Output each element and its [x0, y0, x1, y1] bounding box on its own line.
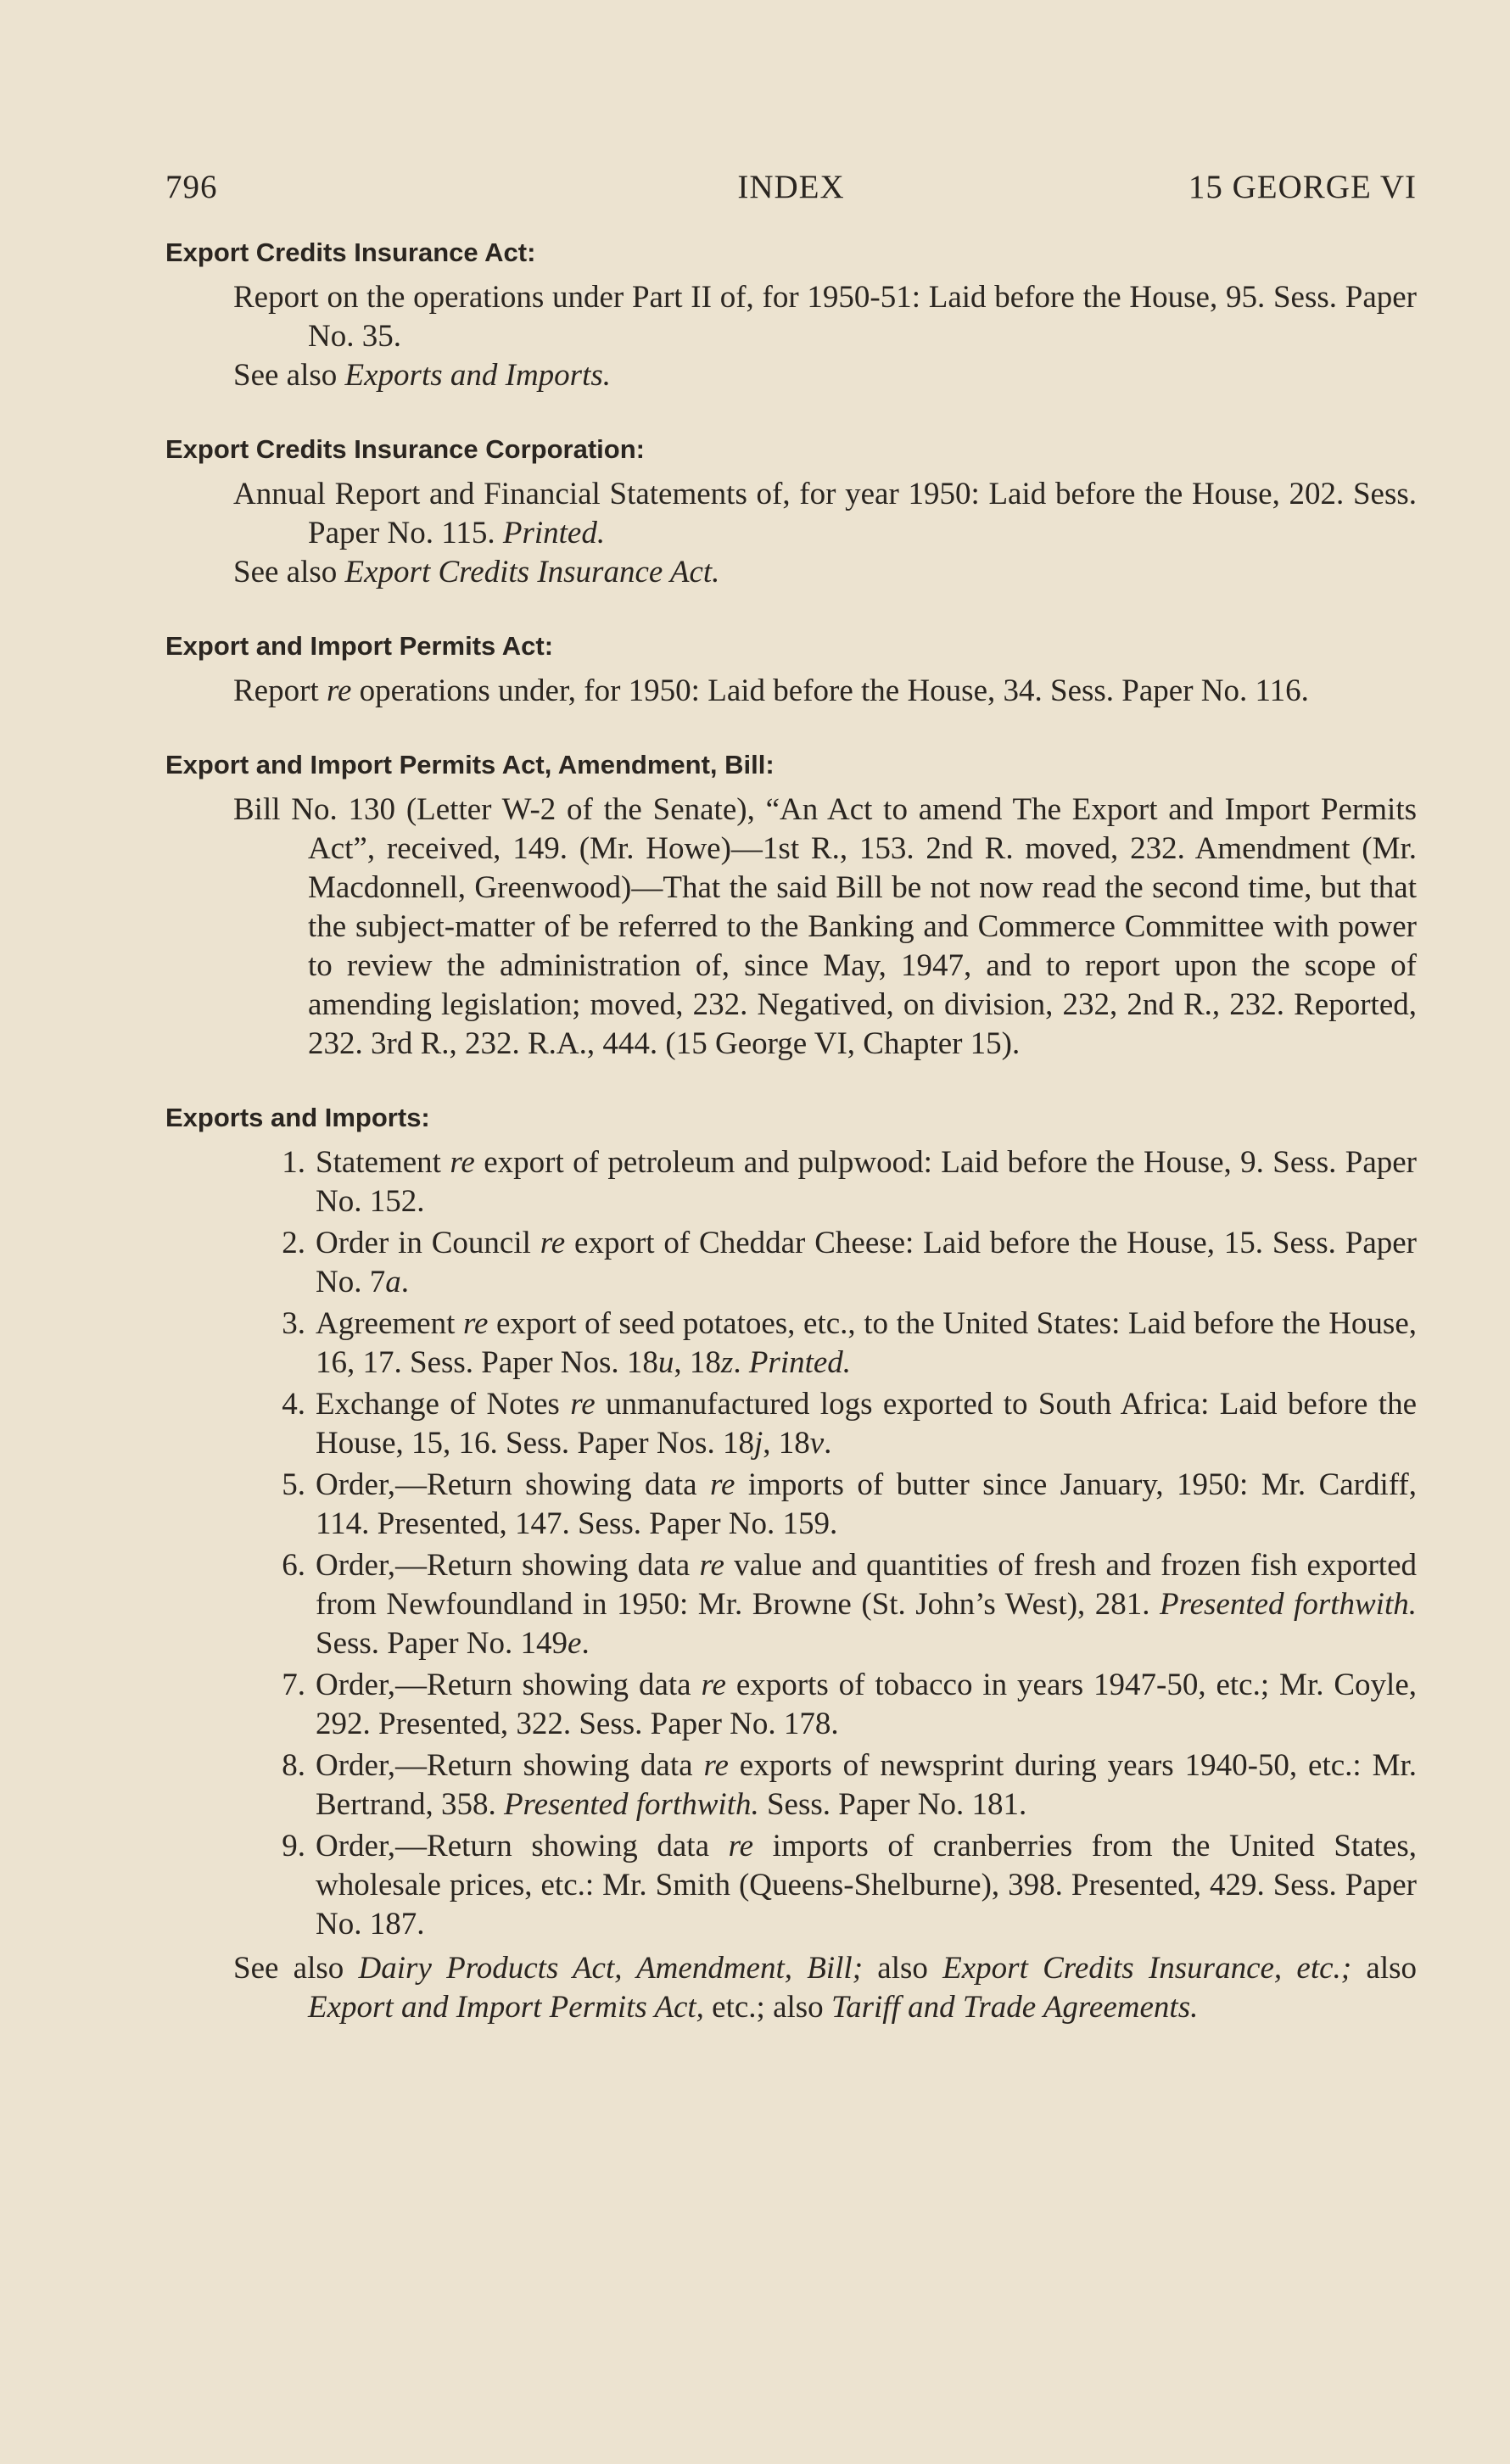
- index-entry-exports-and-imports: [165, 1103, 1417, 2027]
- text-run: export of seed potatoes, etc., to the United States: Laid before the House, 16, 17. Sess. Paper Nos. 18: [316, 1306, 1417, 1380]
- text-run: Annual Report and Financial Statements of, for year 1950: Laid before the House, 202. Sess. Paper No. 115.: [233, 477, 1417, 550]
- entry-paragraph: [233, 356, 1417, 395]
- item-number: 9.: [282, 1829, 305, 1863]
- text-run: exports of newsprint during years 1940-50, etc.: Mr. Bertrand, 358.: [316, 1748, 1417, 1822]
- italic-run: Presented forthwith.: [503, 1787, 759, 1822]
- italic-run: re: [450, 1145, 475, 1180]
- text-run: Sess. Paper No. 149: [316, 1626, 568, 1661]
- text-run: operations under, for 1950: Laid before the House, 34. Sess. Paper No. 116.: [351, 673, 1309, 708]
- italic-run: Exports and Imports.: [344, 358, 612, 393]
- text-run: Sess. Paper No. 181.: [758, 1787, 1027, 1822]
- text-run: export of Cheddar Cheese: Laid before the House, 15. Sess. Paper No. 7: [316, 1226, 1417, 1299]
- numbered-item: [165, 1466, 1417, 1544]
- entry-heading: Export and Import Permits Act, Amendment, Bill:: [165, 750, 775, 779]
- text-run: Bill No. 130 (Letter W-2 of the Senate), “An Act to amend The Export and Import Permits Act”, received, 149. (Mr. Howe)—1st R., 153. 2nd R. moved, 232. Amendment (Mr. Macdonnell, Greenwood)—That the said Bill be not now read the second time, but that the subject-matter of be referred to the Banking and Commerce Committee with power to review the administration of, since May, 1947, and to report upon the scope of amending legislation; moved, 232. Negatived, on division, 232, 2nd R., 232. Reported, 232. 3rd R., 232. R.A., 444. (15 George VI, Chapter 15).: [233, 792, 1417, 1061]
- text-run: Order,—Return showing data: [316, 1829, 729, 1863]
- italic-run: j: [753, 1426, 763, 1461]
- item-text: [316, 1385, 1417, 1463]
- item-number: 3.: [282, 1306, 305, 1341]
- numbered-item: [165, 1746, 1417, 1824]
- page-number: 796: [165, 169, 218, 205]
- item-text: [316, 1466, 1417, 1544]
- entry-paragraph: [233, 278, 1417, 356]
- text-run: See also: [233, 358, 345, 393]
- text-run: imports of butter since January, 1950: Mr. Cardiff, 114. Presented, 147. Sess. Paper No. 159.: [316, 1467, 1417, 1541]
- item-text: [316, 1746, 1417, 1824]
- item-text: [316, 1827, 1417, 1944]
- text-run: Order,—Return showing data: [316, 1548, 700, 1583]
- italic-run: re: [701, 1668, 726, 1702]
- italic-run: Export Credits Insurance, etc.;: [942, 1951, 1352, 1986]
- text-run: , 18: [763, 1426, 810, 1461]
- numbered-item: [165, 1305, 1417, 1383]
- text-run: imports of cranberries from the United States, wholesale prices, etc.: Mr. Smith (Queens-Shelburne), 398. Presented, 429. Sess. Paper No. 187.: [316, 1829, 1417, 1942]
- index-content: [165, 237, 1417, 2066]
- italic-run: re: [728, 1829, 754, 1863]
- text-run: also: [1351, 1951, 1417, 1986]
- italic-run: re: [710, 1467, 735, 1502]
- entry-paragraph: [233, 791, 1417, 1064]
- italic-run: re: [570, 1387, 596, 1422]
- numbered-item: [165, 1827, 1417, 1944]
- italic-run: Printed.: [748, 1345, 852, 1380]
- italic-run: Printed.: [502, 516, 606, 550]
- text-run: export of petroleum and pulpwood: Laid before the House, 9. Sess. Paper No. 152.: [316, 1145, 1417, 1219]
- italic-run: Presented forthwith.: [1159, 1587, 1417, 1622]
- text-run: exports of tobacco in years 1947-50, etc.; Mr. Coyle, 292. Presented, 322. Sess. Paper No. 178.: [316, 1668, 1418, 1741]
- text-run: Exchange of Notes: [316, 1387, 571, 1422]
- index-entry: [165, 434, 1417, 592]
- italic-run: re: [540, 1226, 566, 1260]
- entry-heading: Export and Import Permits Act:: [165, 631, 554, 661]
- italic-run: z: [720, 1345, 734, 1380]
- index-entries: [165, 237, 1417, 1064]
- numbered-item: [165, 1546, 1417, 1663]
- italic-run: Tariff and Trade Agreements.: [830, 1990, 1199, 2025]
- header-title: INDEX: [737, 169, 845, 205]
- text-run: See also: [233, 1951, 359, 1986]
- item-number: 6.: [282, 1548, 305, 1583]
- index-entry: [165, 631, 1417, 711]
- italic-run: re: [462, 1306, 489, 1341]
- entry-paragraph: [233, 672, 1417, 711]
- italic-run: a: [385, 1265, 401, 1299]
- numbered-item: [165, 1666, 1417, 1744]
- item-text: [316, 1666, 1417, 1744]
- text-run: Report on the operations under Part II of, for 1950-51: Laid before the House, 95. Sess. Paper No. 35.: [233, 280, 1417, 354]
- item-number: 1.: [282, 1145, 305, 1180]
- item-number: 7.: [282, 1668, 305, 1702]
- entry-paragraph: [233, 475, 1417, 553]
- italic-run: Export Credits Insurance Act.: [344, 555, 720, 589]
- numbered-item: [165, 1385, 1417, 1463]
- text-run: unmanufactured logs exported to South Africa: Laid before the House, 15, 16. Sess. Paper Nos. 18: [316, 1387, 1418, 1461]
- numbered-items: [165, 1143, 1417, 1944]
- numbered-item: [165, 1143, 1417, 1221]
- running-header: [165, 168, 1417, 206]
- text-run: Report: [233, 673, 327, 708]
- text-run: .: [581, 1626, 590, 1661]
- entry-heading: Exports and Imports:: [165, 1103, 430, 1132]
- text-run: .: [400, 1265, 409, 1299]
- see-also-paragraph: [233, 1949, 1417, 2027]
- index-entry: [165, 237, 1417, 395]
- italic-run: re: [699, 1548, 724, 1583]
- text-run: Order,—Return showing data: [316, 1668, 702, 1702]
- item-text: [316, 1305, 1417, 1383]
- item-text: [316, 1143, 1417, 1221]
- italic-run: Export and Import Permits Act,: [308, 1990, 704, 2025]
- text-run: value and quantities of fresh and frozen fish exported from Newfoundland in 1950: Mr. Browne (St. John’s West), 281.: [316, 1548, 1417, 1622]
- entry-heading: Export Credits Insurance Act:: [165, 237, 536, 267]
- italic-run: re: [326, 673, 352, 708]
- italic-run: Dairy Products Act, Amendment, Bill;: [358, 1951, 864, 1986]
- text-run: , 18: [674, 1345, 721, 1380]
- italic-run: u: [657, 1345, 674, 1380]
- text-run: .: [733, 1345, 749, 1380]
- text-run: .: [824, 1426, 832, 1461]
- italic-run: v: [809, 1426, 825, 1461]
- item-number: 4.: [282, 1387, 305, 1422]
- item-number: 2.: [282, 1226, 305, 1260]
- header-reign: 15 GEORGE VI: [1188, 169, 1417, 205]
- text-run: See also: [233, 555, 345, 589]
- entry-paragraph: [233, 553, 1417, 592]
- index-entry: [165, 750, 1417, 1064]
- text-run: Order,—Return showing data: [316, 1748, 704, 1783]
- entry-heading: Export Credits Insurance Corporation:: [165, 434, 645, 464]
- italic-run: re: [703, 1748, 729, 1783]
- text-run: etc.; also: [703, 1990, 831, 2025]
- text-run: Statement: [316, 1145, 450, 1180]
- text-run: Order,—Return showing data: [316, 1467, 711, 1502]
- text-run: Order in Council: [316, 1226, 540, 1260]
- item-number: 8.: [282, 1748, 305, 1783]
- numbered-item: [165, 1224, 1417, 1302]
- italic-run: e: [568, 1626, 582, 1661]
- text-run: also: [863, 1951, 943, 1986]
- item-number: 5.: [282, 1467, 305, 1502]
- text-run: Agreement: [316, 1306, 463, 1341]
- item-text: [316, 1224, 1417, 1302]
- item-text: [316, 1546, 1417, 1663]
